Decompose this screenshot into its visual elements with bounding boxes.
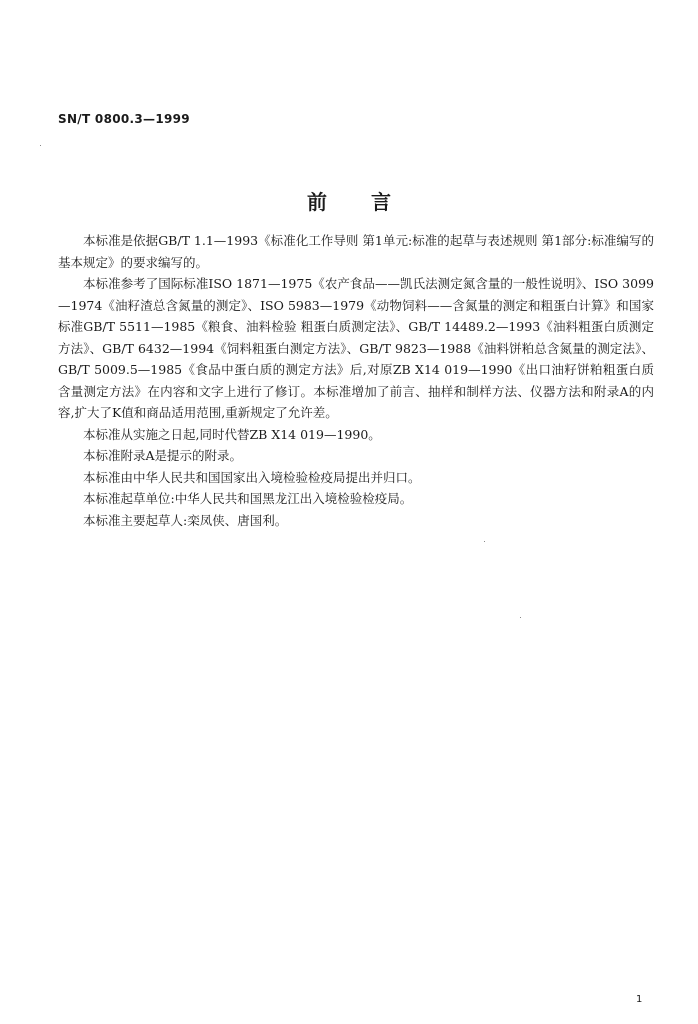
paragraph-proposer: 本标准由中华人民共和国国家出入境检验检疫局提出并归口。 — [83, 469, 421, 485]
scan-speck — [40, 145, 41, 146]
page-number: 1 — [636, 994, 643, 1005]
page-title: 前言 — [307, 190, 435, 214]
paragraph-appendix: 本标准附录A是提示的附录。 — [83, 448, 243, 463]
paragraph-drafters: 本标准主要起草人:栾凤侠、唐国利。 — [83, 512, 288, 528]
paragraph-references: 本标准参考了国际标准ISO 1871—1975《农产食品——凯氏法测定氮含量的一般性说明》、ISO 3099—1974《油籽渣总含氮量的测定》、ISO 5983—1979《动物饲料——含氮量的测定和粗蛋白计算》和国家标准GB/T 5511—1985《粮食、油料检验 粗蛋白质测定法》、GB/T 14489.2—1993《油料粗蛋白质测定方法》、GB/T 6432—1994《饲料粗蛋白测定方法》、GB/T 9823—1988《油料饼粕总含氮量的测定法》、GB/T 5009.5—1985《食品中蛋白质的测定方法》后,对原ZB X14 019—1990《出口油籽饼粕粗蛋白质含量测定方法》在内容和文字上进行了修订。本标准增加了前言、抽样和制样方法、仪器方法和附录A的内容,扩大了K值和商品适用范围,重新规定了允许差。 — [58, 276, 654, 420]
paragraph-replacement: 本标准从实施之日起,同时代替ZB X14 019—1990。 — [83, 426, 381, 442]
paragraph-drafting-unit: 本标准起草单位:中华人民共和国黑龙江出入境检验检疫局。 — [83, 491, 413, 506]
preface-body — [58, 230, 654, 531]
scan-speck — [484, 541, 485, 542]
paragraph-basis: 本标准是依据GB/T 1.1—1993《标准化工作导则 第1单元:标准的起草与表述规则 第1部分:标准编写的基本规定》的要求编写的。 — [58, 233, 654, 270]
scan-speck — [520, 617, 521, 618]
standard-code-header: SN/T 0800.3—1999 — [58, 112, 190, 126]
